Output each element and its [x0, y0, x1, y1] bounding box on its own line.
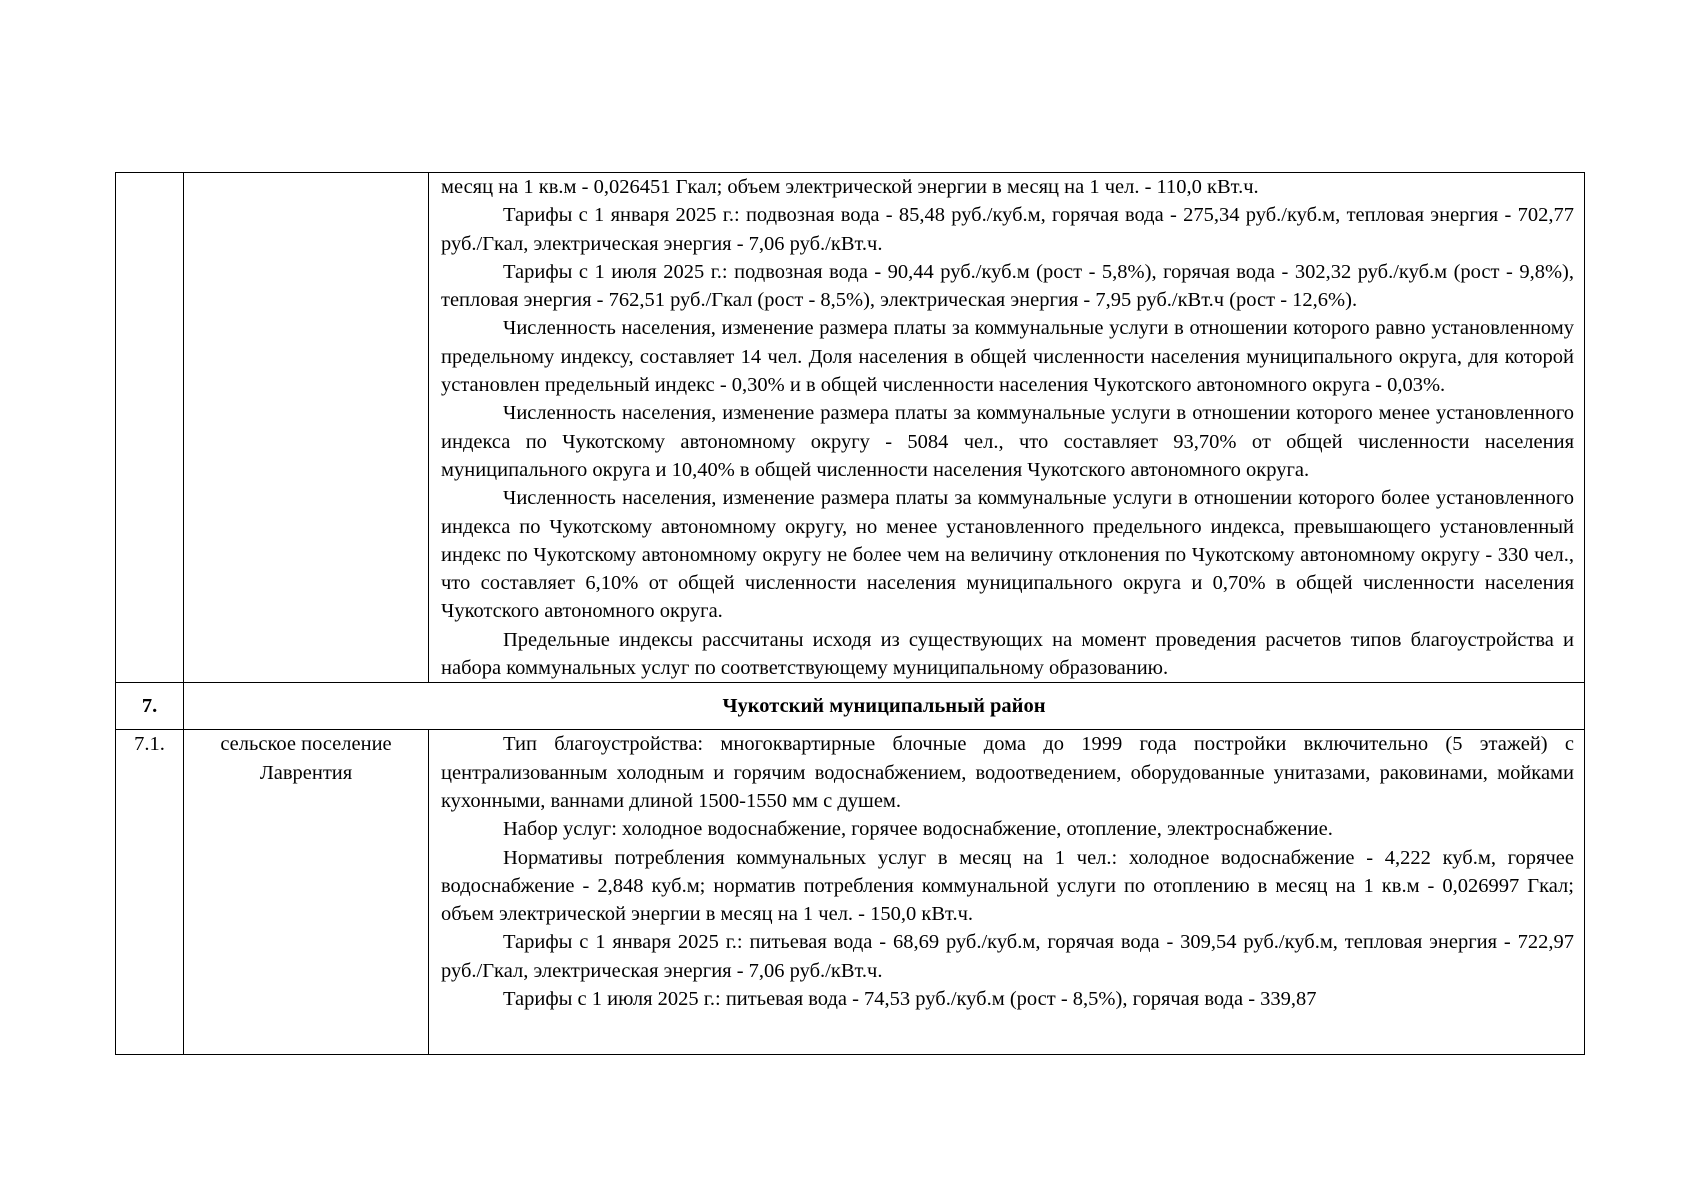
row-number-cell	[116, 173, 184, 683]
row-text-cell	[429, 173, 1585, 683]
tariff-table	[115, 172, 1585, 1055]
table-row	[116, 730, 1585, 1055]
subsection-number: 7.1.	[116, 730, 184, 1055]
paragraph: месяц на 1 кв.м - 0,026451 Гкал; объем электрической энергии в месяц на 1 чел. - 110,0 кВт.ч.	[441, 176, 1259, 198]
row-name-cell	[184, 173, 429, 683]
paragraph: Тарифы с 1 июля 2025 г.: подвозная вода - 90,44 руб./куб.м (рост - 5,8%), горячая вода - 302,32 руб./куб.м (рост - 9,8%), тепловая энергия - 762,51 руб./Гкал (рост - 8,5%), электрическая энергия - 7,95 руб./кВт.ч (рост - 12,6%).	[441, 260, 1574, 312]
paragraph: Численность населения, изменение размера платы за коммунальные услуги в отношении которого равно установленному предельному индексу, составляет 14 чел. Доля населения в общей численности населения муниципального округа, для которой установлен предельный индекс - 0,30% и в общей численности населения Чукотского автономного округа - 0,03%.	[441, 317, 1574, 397]
paragraph: Тарифы с 1 января 2025 г.: питьевая вода - 68,69 руб./куб.м, горячая вода - 309,54 руб./куб.м, тепловая энергия - 722,97 руб./Гкал, электрическая энергия - 7,06 руб./кВт.ч.	[441, 931, 1574, 982]
subsection-text-cell	[429, 730, 1585, 1055]
paragraph: Тарифы с 1 января 2025 г.: подвозная вода - 85,48 руб./куб.м, горячая вода - 275,34 руб./куб.м, тепловая энергия - 702,77 руб./Гкал, электрическая энергия - 7,06 руб./кВт.ч.	[441, 204, 1574, 255]
paragraph: Тарифы с 1 июля 2025 г.: питьевая вода - 74,53 руб./куб.м (рост - 8,5%), горячая вода - 339,87	[503, 988, 1317, 1011]
section-number: 7.	[116, 683, 184, 730]
paragraph: Численность населения, изменение размера платы за коммунальные услуги в отношении которого более установленного индекса по Чукотскому автономному округу, но менее установленного предельного индекса, превышающего установленный индекс по Чукотскому автономному округу не более чем на величину отклонения по Чукотскому автономному округу - 330 чел., что составляет 6,10% от общей численности населения муниципального округа и 0,70% в общей численности населения Чукотского автономного округа.	[441, 487, 1574, 623]
paragraph: Нормативы потребления коммунальных услуг в месяц на 1 чел.: холодное водоснабжение - 4,222 куб.м, горячее водоснабжение - 2,848 куб.м; норматив потребления коммунальной услуги по отоплению в месяц на 1 кв.м - 0,026997 Гкал; объем электрической энергии в месяц на 1 чел. - 150,0 кВт.ч.	[441, 846, 1574, 926]
paragraph: Численность населения, изменение размера платы за коммунальные услуги в отношении которого менее установленного индекса по Чукотскому автономному округу - 5084 чел., что составляет 93,70% от общей численности населения муниципального округа и 10,40% в общей численности населения Чукотского автономного округа.	[441, 402, 1574, 481]
table-row	[116, 173, 1585, 683]
section-row	[116, 683, 1585, 730]
section-title: Чукотский муниципальный район	[184, 683, 1585, 730]
subsection-name: сельское поселение Лаврентия	[184, 730, 429, 1055]
paragraph: Предельные индексы рассчитаны исходя из существующих на момент проведения расчетов типов благоустройства и набора коммунальных услуг по соответствующему муниципальному образованию.	[441, 628, 1574, 680]
paragraph: Набор услуг: холодное водоснабжение, горячее водоснабжение, отопление, электроснабжение.	[503, 818, 1333, 841]
paragraph: Тип благоустройства: многоквартирные блочные дома до 1999 года постройки включительно (5 этажей) с централизованным холодным и горячим водоснабжением, водоотведением, оборудованные унитазами, раковинами, мойками кухонными, ваннами длиной 1500-1550 мм с душем.	[441, 733, 1574, 812]
